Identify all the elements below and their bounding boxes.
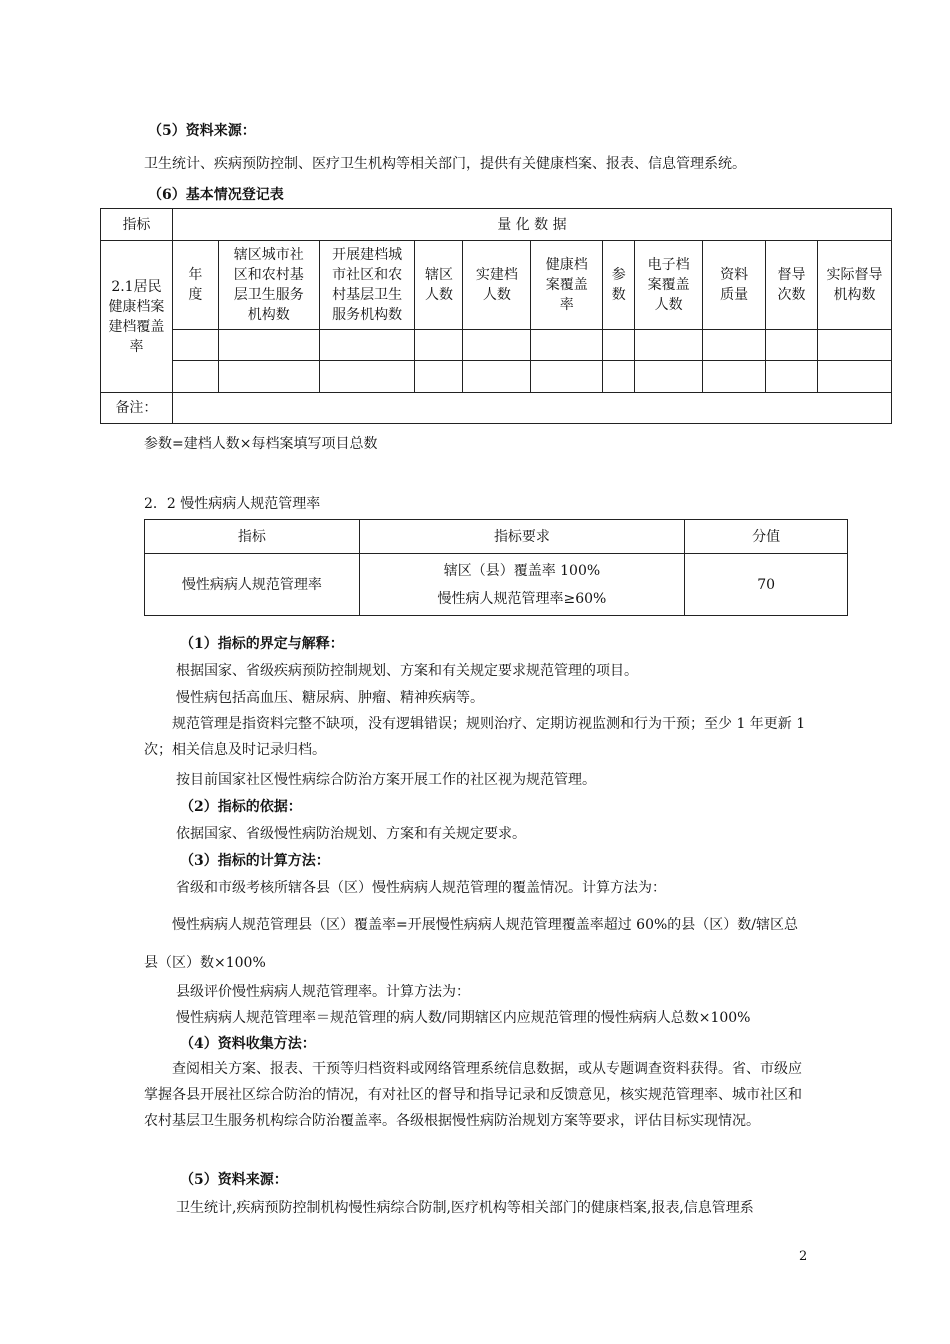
p1-line: 规范管理是指资料完整不缺项，没有逻辑错误；规则治疗、定期访视监测和行为干预；至少 1 年更新 1 次；相关信息及时记录归档。 <box>144 716 806 758</box>
table1-col: 年度 <box>172 241 218 330</box>
p4-title: （4）资料收集方法： <box>180 1036 316 1052</box>
table2-header-indicator: 指标 <box>145 520 360 554</box>
section5-title: （5）资料来源： <box>148 123 256 139</box>
p3-title: （3）指标的计算方法： <box>180 853 330 869</box>
p3-line2: 县级评价慢性病病人规范管理率。计算方法为： <box>176 984 470 1000</box>
p2-text: 依据国家、省级慢性病防治规划、方案和有关规定要求。 <box>176 826 526 842</box>
section22-title: 2．2 慢性病病人规范管理率 <box>144 496 321 512</box>
section6-title: （6）基本情况登记表 <box>148 187 284 203</box>
table1-col: 健康档案覆盖率 <box>531 241 603 330</box>
table1-col: 实建档人数 <box>463 241 531 330</box>
table2-header-score: 分值 <box>685 520 848 554</box>
table2-req2: 慢性病人规范管理率≥60% <box>437 590 607 607</box>
table1-col: 实际督导机构数 <box>818 241 892 330</box>
table1-col: 开展建档城市社区和农村基层卫生服务机构数 <box>319 241 415 330</box>
p5-title: （5）资料来源： <box>180 1172 288 1188</box>
table2-header-requirement: 指标要求 <box>359 520 685 554</box>
table2-indicator-name: 慢性病病人规范管理率 <box>145 554 360 616</box>
table1-header-quant: 量 化 数 据 <box>172 209 891 241</box>
registration-table <box>100 208 892 424</box>
table2-req1: 辖区（县）覆盖率 100% <box>443 562 601 579</box>
p3-formula1: 慢性病病人规范管理县（区）覆盖率=开展慢性病病人规范管理覆盖率超过 60%的县（区）数/辖区总县（区）数×100% <box>144 917 799 971</box>
p2-title: （2）指标的依据： <box>180 799 302 815</box>
table1-remark: 备注： <box>101 393 173 424</box>
table1-col: 资料质量 <box>703 241 766 330</box>
table1-col: 参数 <box>603 241 635 330</box>
table1-col: 辖区城市社区和农村基层卫生服务机构数 <box>218 241 319 330</box>
p3-formula2: 慢性病病人规范管理率＝规范管理的病人数/同期辖区内应规范管理的慢性病病人总数×100% <box>176 1010 751 1026</box>
table1-col: 电子档案覆盖人数 <box>635 241 703 330</box>
table1-col: 辖区人数 <box>415 241 463 330</box>
param-note: 参数=建档人数×每档案填写项目总数 <box>144 436 378 452</box>
p5-text: 卫生统计,疾病预防控制机构慢性病综合防制,医疗机构等相关部门的健康档案,报表,信息管理系 <box>176 1200 754 1216</box>
p4-text: 查阅相关方案、报表、干预等归档资料或网络管理系统信息数据，或从专题调查资料获得。省、市级应掌握各县开展社区综合防治的情况，有对社区的督导和指导记录和反馈意见，核实规范管理率、城市社区和农村基层卫生服务机构综合防治覆盖率。各级根据慢性病防治规划方案等要求，评估目标实现情况。 <box>144 1061 802 1129</box>
section5-text: 卫生统计、疾病预防控制、医疗卫生机构等相关部门，提供有关健康档案、报表、信息管理系统。 <box>144 156 746 172</box>
p1-line: 按目前国家社区慢性病综合防治方案开展工作的社区视为规范管理。 <box>176 772 596 788</box>
table1-col: 督导次数 <box>766 241 818 330</box>
p1-line: 慢性病包括高血压、糖尿病、肿瘤、精神疾病等。 <box>176 690 484 706</box>
table1-header-indicator: 指标 <box>101 209 173 241</box>
p1-title: （1）指标的界定与解释： <box>180 636 344 652</box>
table1-indicator-name: 2.1居民健康档案建档覆盖率 <box>101 241 173 393</box>
page-number: 2 <box>799 1249 808 1264</box>
p1-line: 根据国家、省级疾病预防控制规划、方案和有关规定要求规范管理的项目。 <box>176 663 638 679</box>
p3-line1: 省级和市级考核所辖各县（区）慢性病病人规范管理的覆盖情况。计算方法为： <box>176 880 666 896</box>
chronic-indicator-table <box>144 519 848 616</box>
table2-score: 70 <box>685 554 848 616</box>
